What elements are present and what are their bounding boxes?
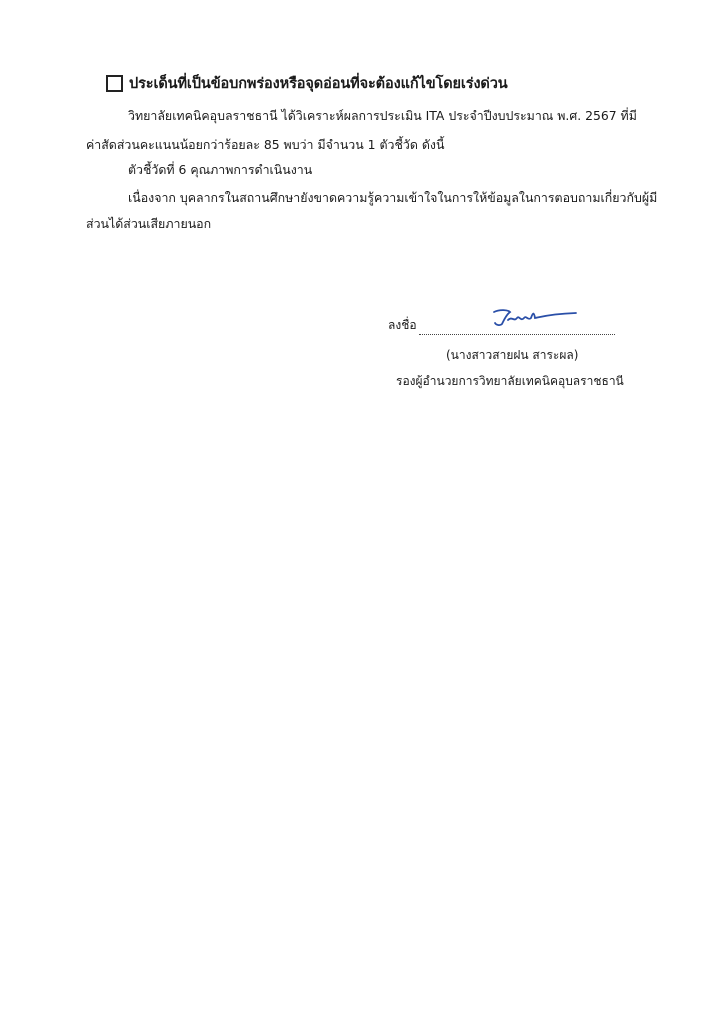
signatory-position: รองผู้อำนวยการวิทยาลัยเทคนิคอุบลราชธานี [396,374,624,388]
indicator-line: ตัวชี้วัดที่ 6 คุณภาพการดำเนินงาน [128,162,313,177]
signatory-name: (นางสาวสายฝน สาระผล) [446,348,579,362]
reason-line-cont: ส่วนได้ส่วนเสียภายนอก [86,216,212,231]
reason-line: เนื่องจาก บุคลากรในสถานศึกษายังขาดความรู้ความเข้าใจในการให้ข้อมูลในการตอบถามเกี่ยวกับผู้มี [128,190,658,205]
handwritten-signature [490,306,580,330]
sign-label: ลงชื่อ [388,318,417,332]
checkbox-icon [106,75,123,92]
section-heading: ประเด็นที่เป็นข้อบกพร่องหรือจุดอ่อนที่จะต้องแก้ไขโดยเร่งด่วน [129,76,508,92]
body-line-1: วิทยาลัยเทคนิคอุบลราชธานี ได้วิเคราะห์ผลการประเมิน ITA ประจำปีงบประมาณ พ.ศ. 2567 ที่มี [128,108,637,123]
body-line-2: ค่าสัดส่วนคะแนนน้อยกว่าร้อยละ 85 พบว่า มีจำนวน 1 ตัวชี้วัด ดังนี้ [86,137,445,152]
section-heading-row [106,72,508,95]
